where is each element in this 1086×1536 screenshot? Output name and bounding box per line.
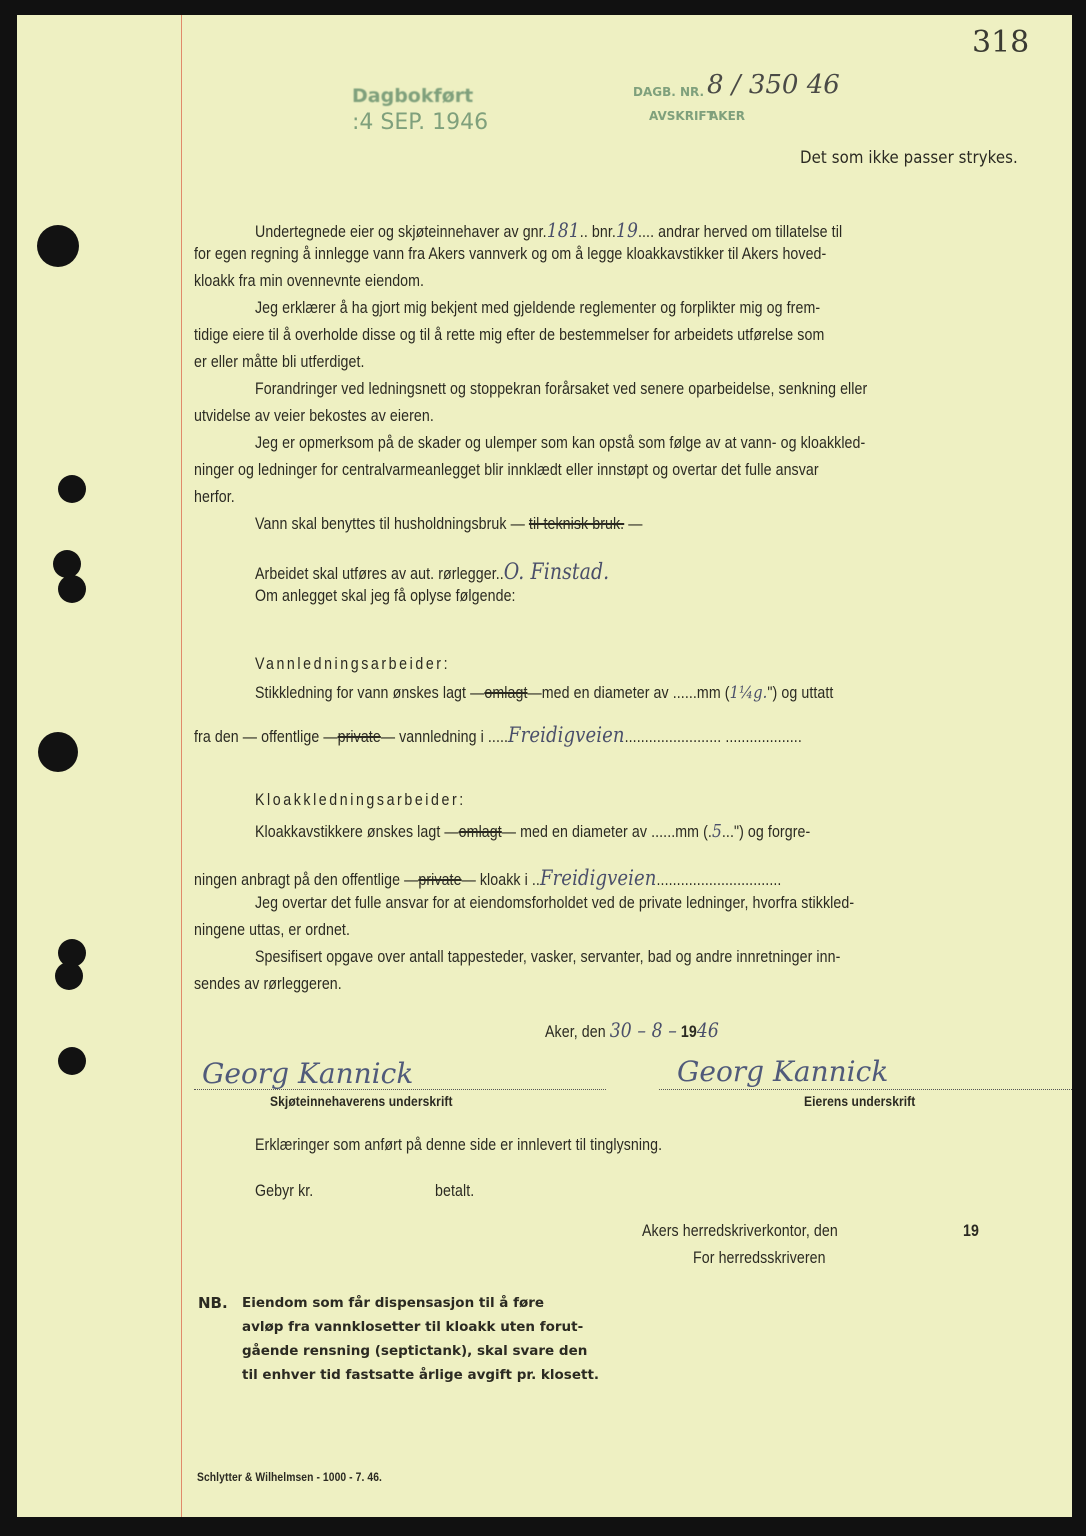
page-number: 318 xyxy=(972,25,1030,60)
document-page xyxy=(17,15,1072,1517)
margin-line xyxy=(181,15,182,1517)
punch-hole xyxy=(55,962,83,990)
paragraph-9-line-1: Spesifisert opgave over antall tappesteder, vasker, servanter, bad og andre innretninger inn- xyxy=(255,948,841,966)
paragraph-4-line-3: herfor. xyxy=(194,488,235,506)
water-line-2: fra den — offentlige —private— vannledning i .....Freidigveien........................ ................... xyxy=(194,723,802,747)
sewer-line-1: Kloakkavstikkere ønskes lagt —omlagt— med en diameter av ......mm (.5...") og forgre- xyxy=(255,821,811,842)
plumber-line: Arbeidet skal utføres av aut. rørlegger..O. Finstad. xyxy=(255,560,610,585)
punch-hole xyxy=(58,575,86,603)
registry-office-line: Akers herredskriverkontor, den xyxy=(642,1222,838,1240)
paragraph-3-line-1: Forandringer ved ledningsnett og stoppekran forårsaket ved senere oparbeidelse, senkning eller xyxy=(255,380,868,398)
water-usage-line: Vann skal benyttes til husholdningsbruk — til teknisk bruk. — xyxy=(255,515,643,533)
holder-signature-line xyxy=(194,1089,606,1090)
fee-label: Gebyr kr. xyxy=(255,1182,314,1200)
holder-signature[interactable]: Georg Kannick xyxy=(202,1057,414,1090)
water-line-1: Stikkledning for vann ønskes lagt —omlagt—med en diameter av ......mm (1¼g.") og uttatt xyxy=(255,683,834,703)
dagb-nr-label: DAGB. NR. xyxy=(633,85,705,99)
nb-line-2: avløp fra vannklosetter til kloakk uten forut- xyxy=(242,1319,584,1335)
paragraph-8-line-1: Jeg overtar det fulle ansvar for at eiendomsforholdet ved de private ledninger, hvorfra stikkled- xyxy=(255,894,855,912)
paragraph-2-line-2: tidige eiere til å overholde disse og til å rette mig efter de bestemmelser for arbeidets utførelse som xyxy=(194,326,825,344)
punch-hole xyxy=(53,550,81,578)
printer-imprint: Schlytter & Wilhelmsen - 1000 - 7. 46. xyxy=(197,1470,382,1484)
plumber-name-field[interactable]: O. Finstad. xyxy=(503,560,610,585)
paragraph-9-line-2: sendes av rørleggeren. xyxy=(194,975,342,993)
dagb-nr-value: 8 / 350 46 xyxy=(707,70,840,100)
date-field[interactable]: 30 – 8 – xyxy=(609,1018,677,1042)
bnr-field[interactable]: 19 xyxy=(615,218,638,242)
sewer-diameter-field[interactable]: 5 xyxy=(711,821,722,842)
paragraph-4-line-2: ninger og ledninger for centralvarmeanlegget blir innklædt eller innstøpt og overtar det fulle ansvar xyxy=(194,461,819,479)
registry-office-for: For herredsskriveren xyxy=(693,1249,826,1267)
punch-hole xyxy=(38,732,78,772)
paragraph-2-line-1: Jeg erklærer å ha gjort mig bekjent med gjeldende reglementer og forplikter mig og frem- xyxy=(255,299,821,317)
fee-paid-label: betalt. xyxy=(435,1182,475,1200)
water-street-field[interactable]: Freidigveien xyxy=(508,723,625,747)
nb-line-1: Eiendom som får dispensasjon til å føre xyxy=(242,1295,545,1311)
punch-hole xyxy=(58,1047,86,1075)
water-works-heading: Vannledningsarbeider: xyxy=(255,655,451,673)
paragraph-1-line-3: kloakk fra min ovennevnte eiendom. xyxy=(194,272,425,290)
punch-hole xyxy=(37,225,79,267)
info-intro: Om anlegget skal jeg få oplyse følgende: xyxy=(255,587,516,605)
paragraph-4-line-1: Jeg er opmerksom på de skader og ulemper som kan opstå som følge av at vann- og kloakkled- xyxy=(255,434,866,452)
registry-declaration: Erklæringer som anført på denne side er innlevert til tinglysning. xyxy=(255,1136,663,1154)
date-line: Aker, den 30 – 8 – 1946 xyxy=(545,1018,719,1042)
struck-technical-use: til teknisk bruk. xyxy=(528,515,625,533)
nb-line-4: til enhver tid fastsatte årlige avgift pr. klosett. xyxy=(242,1367,600,1383)
holder-signature-label: Skjøteinnehaverens underskrift xyxy=(270,1093,453,1109)
owner-signature[interactable]: Georg Kannick xyxy=(677,1055,889,1088)
paragraph-1-line-1: Undertegnede eier og skjøteinnehaver av gnr.181.. bnr.19.... andrar herved om tillatelse til xyxy=(255,218,843,242)
instruction-text: Det som ikke passer strykes. xyxy=(800,148,1018,168)
dagbokfort-stamp-date: :4 SEP. 1946 xyxy=(352,110,489,135)
avskrift-label: AVSKRIFT xyxy=(649,109,715,123)
water-diameter-field[interactable]: 1¼g. xyxy=(729,683,768,703)
avskrift-place: AKER xyxy=(709,109,746,123)
paragraph-2-line-3: er eller måtte bli utferdiget. xyxy=(194,353,365,371)
sewer-street-field[interactable]: Freidigveien xyxy=(539,866,657,890)
nb-line-3: gående rensning (septictank), skal svare den xyxy=(242,1343,588,1359)
paragraph-3-line-2: utvidelse av veier bekostes av eieren. xyxy=(194,407,434,425)
paragraph-1-line-2: for egen regning å innlegge vann fra Akers vannverk og om å legge kloakkavstikker til Akers hoved- xyxy=(194,245,827,263)
paragraph-8-line-2: ningene uttas, er ordnet. xyxy=(194,921,350,939)
registry-office-year: 19 xyxy=(963,1222,979,1240)
nb-label: NB. xyxy=(198,1294,228,1312)
dagbokfort-stamp-label: Dagbokført xyxy=(352,85,474,107)
gnr-field[interactable]: 181 xyxy=(546,218,580,242)
owner-signature-line xyxy=(659,1089,1072,1090)
owner-signature-label: Eierens underskrift xyxy=(804,1093,916,1109)
year-field[interactable]: 46 xyxy=(696,1018,719,1042)
punch-hole xyxy=(58,475,86,503)
sewer-line-2: ningen anbragt på den offentlige —private— kloakk i ..Freidigveien............................... xyxy=(194,866,782,890)
sewer-works-heading: Kloakkledningsarbeider: xyxy=(255,791,466,809)
